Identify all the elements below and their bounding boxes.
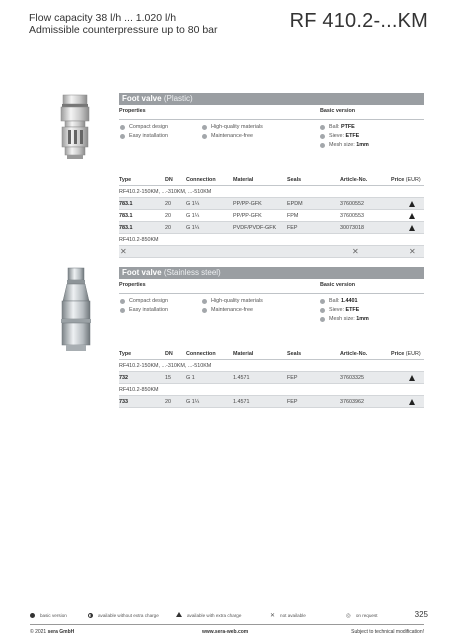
bullet-dot-icon <box>320 125 325 130</box>
bullet-dot-icon <box>120 299 125 304</box>
subheader-row <box>119 282 424 292</box>
property-item: High-quality materials <box>202 297 263 306</box>
page-header-text <box>29 12 218 36</box>
basic-item: Sieve: ETFE <box>320 132 359 141</box>
bullet-dot-icon <box>202 308 207 313</box>
col-dn: DN <box>165 177 173 183</box>
col-price: Price (EUR) <box>391 351 421 357</box>
table-row: 783.1 20 G 1¼ PP/PP-GFK EPDM 37600552 <box>119 198 424 210</box>
properties-list <box>119 123 424 153</box>
table-row <box>119 246 424 258</box>
table-note-row: RF410.2-850KM <box>119 234 424 246</box>
col-price: Price (EUR) <box>391 177 421 183</box>
divider <box>119 293 424 294</box>
basic-version-label: Basic version <box>320 108 356 114</box>
bullet-dot-icon <box>320 308 325 313</box>
extra-charge-icon <box>409 201 415 207</box>
col-dn: DN <box>165 351 173 357</box>
header-line-flow: Flow capacity 38 l/h ... 1.020 l/h <box>29 12 177 24</box>
table-header <box>119 349 424 360</box>
extra-charge-icon <box>409 375 415 381</box>
legend-on-request: ◎ on request <box>346 613 378 619</box>
properties-label: Properties <box>119 282 146 288</box>
section-title-bar <box>119 93 424 105</box>
not-available-icon: ✕ <box>352 247 359 256</box>
bullet-dot-icon <box>320 299 325 304</box>
subheader-row <box>119 108 424 118</box>
bullet-dot-icon <box>120 125 125 130</box>
legend-no-charge: available without extra charge <box>88 612 159 620</box>
extra-charge-icon <box>409 213 415 219</box>
divider <box>119 119 424 120</box>
section-title: Foot valve <box>122 268 162 277</box>
bullet-dot-icon <box>120 308 125 313</box>
table-note-row: RF410.2-850KM <box>119 384 424 396</box>
basic-item: Ball: PTFE <box>320 123 355 132</box>
table-header <box>119 175 424 186</box>
section-title-sub: (Stainless steel) <box>163 268 221 277</box>
property-item: Compact design <box>120 297 168 306</box>
properties-label: Properties <box>119 108 146 114</box>
bullet-dot-icon <box>320 143 325 148</box>
property-item: High-quality materials <box>202 123 263 132</box>
page-number: 325 <box>414 610 428 619</box>
not-available-icon: ✕ <box>120 247 127 256</box>
model-title: RF 410.2-...KM <box>289 10 428 32</box>
property-item: Compact design <box>120 123 168 132</box>
bullet-dot-icon <box>202 134 207 139</box>
foot-valve-stainless-section <box>119 267 424 408</box>
basic-item: Mesh size: 1mm <box>320 315 369 324</box>
col-type: Type <box>119 177 132 183</box>
table-row: 733 20 G 1¼ 1.4571 FEP 37603962 <box>119 396 424 408</box>
legend-basic: basic version <box>30 612 67 620</box>
half-dot-icon <box>88 613 93 618</box>
copyright: © 2021 sera GmbH <box>30 629 75 635</box>
col-connection: Connection <box>186 351 216 357</box>
col-article: Article-No. <box>340 351 368 357</box>
property-item: Easy installation <box>120 306 168 315</box>
on-request-icon: ◎ <box>346 613 351 619</box>
extra-charge-icon <box>409 225 415 231</box>
footer-notice: Subject to technical modification! <box>351 629 424 635</box>
legend-extra-charge: available with extra charge <box>176 612 241 620</box>
basic-item: Ball: 1.4401 <box>320 297 358 306</box>
basic-item: Sieve: ETFE <box>320 306 359 315</box>
not-available-icon: ✕ <box>409 247 416 256</box>
bullet-dot-icon <box>320 134 325 139</box>
basic-version-label: Basic version <box>320 282 356 288</box>
website-link[interactable]: www.sera-web.com <box>202 629 249 635</box>
property-item: Maintenance-free <box>202 306 253 315</box>
section-title-sub: (Plastic) <box>163 94 193 103</box>
bullet-dot-icon <box>202 299 207 304</box>
filled-dot-icon <box>30 613 35 618</box>
table-row: 783.1 20 G 1¼ PP/PP-GFK FPM 37600553 <box>119 210 424 222</box>
plastic-foot-valve-image <box>54 94 96 160</box>
section-title: Foot valve <box>122 94 162 103</box>
col-seals: Seals <box>287 177 302 183</box>
table-note-row: RF410.2-150KM, ...-310KM, ...-510KM <box>119 186 424 198</box>
col-material: Material <box>233 177 254 183</box>
table-note-row: RF410.2-150KM, ...-310KM, ...-510KM <box>119 360 424 372</box>
property-item: Maintenance-free <box>202 132 253 141</box>
table-row: 783.1 20 G 1¼ PVDF/PVDF-GFK FEP 30073018 <box>119 222 424 234</box>
extra-charge-icon <box>409 399 415 405</box>
legend-not-available: ✕ not available <box>270 613 306 619</box>
col-connection: Connection <box>186 177 216 183</box>
col-seals: Seals <box>287 351 302 357</box>
col-article: Article-No. <box>340 177 368 183</box>
legend <box>30 612 430 620</box>
page-footer <box>30 624 424 638</box>
basic-item: Mesh size: 1mm <box>320 141 369 150</box>
triangle-icon <box>176 612 182 617</box>
table-row: 732 15 G 1 1.4571 FEP 37603325 <box>119 372 424 384</box>
col-material: Material <box>233 351 254 357</box>
cross-icon: ✕ <box>270 613 276 619</box>
properties-list <box>119 297 424 327</box>
stainless-foot-valve-image <box>56 267 96 353</box>
foot-valve-plastic-section <box>119 93 424 258</box>
property-item: Easy installation <box>120 132 168 141</box>
bullet-dot-icon <box>202 125 207 130</box>
col-type: Type <box>119 351 132 357</box>
bullet-dot-icon <box>120 134 125 139</box>
bullet-dot-icon <box>320 317 325 322</box>
header-line-pressure: Admissible counterpressure up to 80 bar <box>29 24 218 36</box>
section-title-bar <box>119 267 424 279</box>
